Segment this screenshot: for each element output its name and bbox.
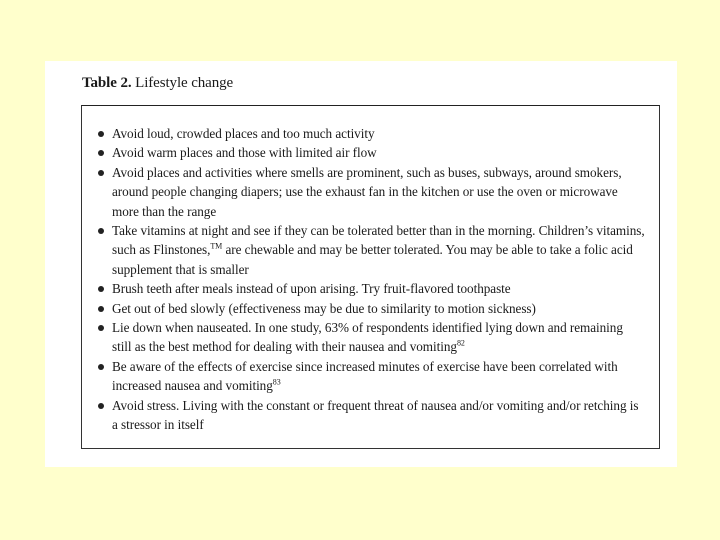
bullet-icon <box>98 306 104 312</box>
list-item-text: Be aware of the effects of exercise since increased minutes of exercise have been correlated with increased nausea and vomiting <box>112 358 618 394</box>
list-item <box>97 318 645 357</box>
list-item <box>97 124 645 143</box>
reference-superscript: 82 <box>456 339 465 349</box>
lifestyle-list <box>97 124 645 435</box>
bullet-icon <box>98 150 104 156</box>
bullet-icon <box>98 286 104 292</box>
reference-superscript: 83 <box>272 377 281 387</box>
bullet-icon <box>98 131 104 137</box>
table-box <box>81 105 660 449</box>
bullet-icon <box>98 325 104 331</box>
bullet-icon <box>98 170 104 176</box>
list-item-text: Brush teeth after meals instead of upon arising. Try fruit-flavored toothpaste <box>112 281 511 297</box>
list-item <box>97 357 645 396</box>
list-item-text: Avoid warm places and those with limited air flow <box>112 145 377 161</box>
table-caption: Lifestyle change <box>131 75 234 91</box>
list-item <box>97 299 645 318</box>
list-item <box>97 221 645 279</box>
list-item <box>97 163 645 221</box>
list-item-text: Avoid loud, crowded places and too much activity <box>112 126 375 141</box>
list-item-text: Avoid places and activities where smells are prominent, such as buses, subways, around smokers, around people changing diapers; use the exhaust fan in the kitchen or use the oven or microwave more than the range <box>112 164 622 219</box>
bullet-icon <box>98 228 104 234</box>
trademark-superscript: TM <box>210 242 223 252</box>
list-item <box>97 396 645 435</box>
list-item-text-continued: are chewable and may be better tolerated. You may be able to take a folic acid supplement that is smaller <box>112 242 633 277</box>
bullet-icon <box>98 403 104 409</box>
table-title <box>82 75 233 92</box>
list-item-text: Lie down when nauseated. In one study, 63% of respondents identified lying down and remaining still as the best method for dealing with their nausea and vomiting <box>112 320 623 355</box>
list-item-text: Avoid stress. Living with the constant or frequent threat of nausea and/or vomiting and/or retching is a stressor in itself <box>112 397 639 433</box>
table-label: Table 2. <box>82 75 132 91</box>
slide-panel <box>45 61 677 467</box>
bullet-icon <box>98 364 104 370</box>
list-item <box>97 143 645 162</box>
list-item <box>97 279 645 298</box>
list-item-text: Get out of bed slowly (effectiveness may be due to similarity to motion sickness) <box>112 300 536 316</box>
list-item-text: Take vitamins at night and see if they can be tolerated better than in the morning. Children’s vitamins, such as Flinstones, <box>112 223 645 258</box>
